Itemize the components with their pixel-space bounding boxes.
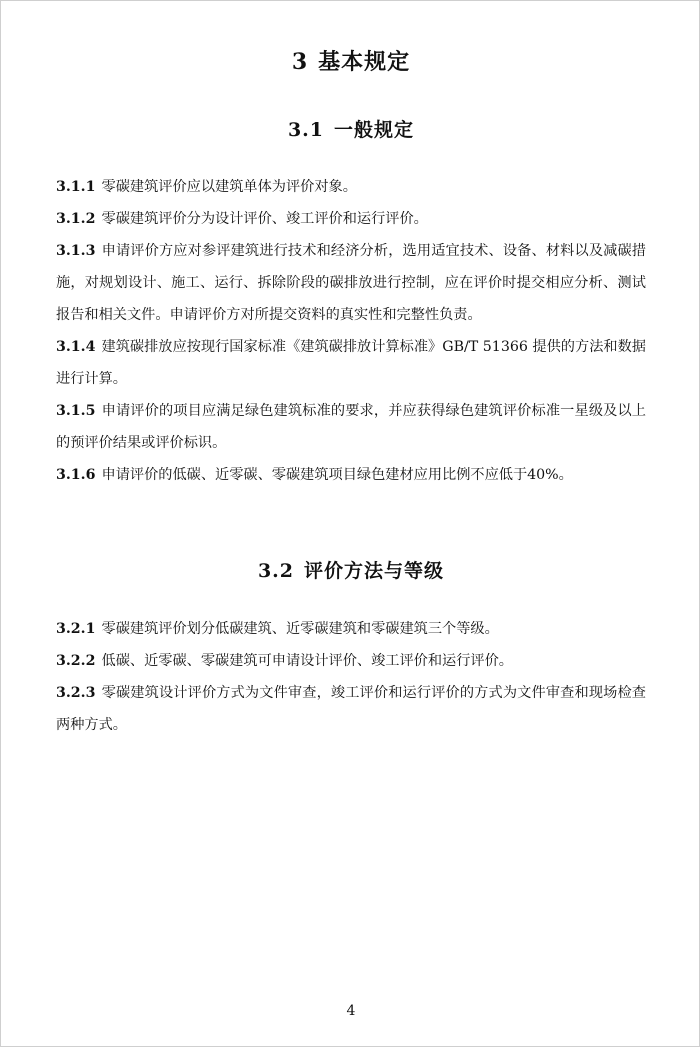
clause-text: 零碳建筑设计评价方式为文件审查，竣工评价和运行评价的方式为文件审查和现场检查两种方式。 [56, 685, 646, 733]
clause-number: 3.2.3 [56, 685, 96, 701]
page-number: 4 [346, 1003, 356, 1019]
clause-number: 3.1.6 [56, 467, 96, 483]
clause-3-1-3 [56, 235, 646, 331]
section-title-text: 一般规定 [334, 119, 415, 141]
section-title-3-1 [1, 115, 700, 142]
clause-number: 3.1.4 [56, 339, 96, 355]
clause-3-1-4 [56, 331, 646, 395]
clause-3-1-1 [56, 171, 646, 203]
clause-number: 3.1.5 [56, 403, 96, 419]
section-number: 3.2 [257, 560, 295, 582]
clause-3-1-5 [56, 395, 646, 459]
clause-text: 申请评价方应对参评建筑进行技术和经济分析，选用适宜技术、设备、材料以及减碳措施，对规划设计、施工、运行、拆除阶段的碳排放进行控制，应在评价时提交相应分析、测试报告和相关文件。申请评价方对所提交资料的真实性和完整性负责。 [56, 243, 646, 323]
clause-text: 零碳建筑评价分为设计评价、竣工评价和运行评价。 [101, 211, 428, 227]
clause-3-2-2 [56, 645, 646, 677]
clause-number: 3.1.1 [56, 179, 96, 195]
clause-text: 申请评价的项目应满足绿色建筑标准的要求，并应获得绿色建筑评价标准一星级及以上的预评价结果或评价标识。 [56, 403, 646, 451]
clause-3-1-6 [56, 459, 646, 491]
clause-text: 零碳建筑评价划分低碳建筑、近零碳建筑和零碳建筑三个等级。 [101, 621, 499, 637]
chapter-title [1, 45, 700, 76]
clause-text: 申请评价的低碳、近零碳、零碳建筑项目绿色建材应用比例不应低于40%。 [101, 467, 573, 483]
clause-list-3-2 [56, 613, 646, 741]
clause-number: 3.2.1 [56, 621, 96, 637]
chapter-title-text: 基本规定 [318, 49, 411, 75]
clause-text: 建筑碳排放应按现行国家标准《建筑碳排放计算标准》GB/T 51366 提供的方法和数据进行计算。 [56, 339, 646, 387]
clause-text: 零碳建筑评价应以建筑单体为评价对象。 [101, 179, 357, 195]
clause-number: 3.2.2 [56, 653, 96, 669]
clause-text: 低碳、近零碳、零碳建筑可申请设计评价、竣工评价和运行评价。 [101, 653, 513, 669]
clause-number: 3.1.2 [56, 211, 96, 227]
clause-3-2-1 [56, 613, 646, 645]
clause-3-1-2 [56, 203, 646, 235]
clause-list-3-1 [56, 171, 646, 491]
section-title-3-2 [1, 556, 700, 583]
clause-number: 3.1.3 [56, 243, 96, 259]
chapter-number: 3 [291, 49, 309, 75]
section-number: 3.1 [287, 119, 325, 141]
clause-3-2-3 [56, 677, 646, 741]
section-title-text: 评价方法与等级 [304, 560, 445, 582]
